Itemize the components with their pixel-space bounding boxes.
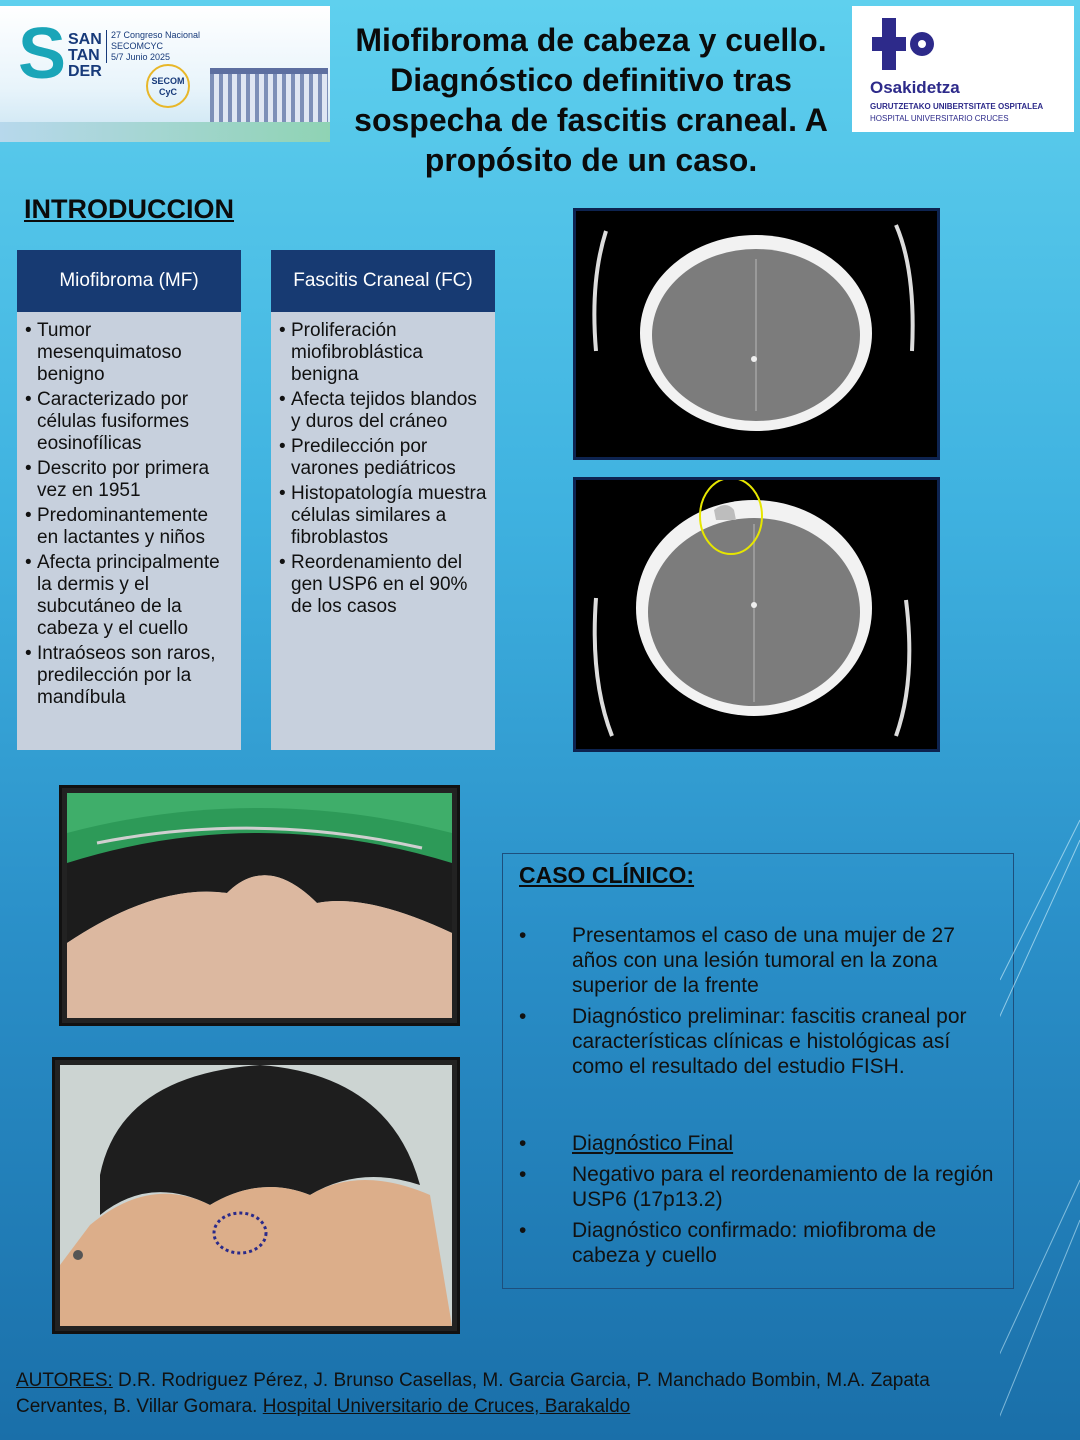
list-item: • Presentamos el caso de una mujer de 27 años con una lesión tumoral en la zona superior de la frente [517, 923, 999, 998]
congress-info [106, 30, 206, 63]
hospital-sub-basque: GURUTZETAKO UNIBERTSITATE OSPITALEA [870, 102, 1044, 111]
list-item: • Descrito por primera vez en 1951 [25, 458, 233, 502]
hospital-logo [852, 6, 1074, 132]
list-item: • Afecta tejidos blandos y duros del cráneo [279, 389, 487, 433]
card-title: Miofibroma (MF) [17, 250, 241, 312]
case-list-final [517, 1131, 999, 1268]
case-heading: CASO CLÍNICO: [519, 862, 695, 888]
case-list-intro [517, 923, 999, 1079]
list-item: • Caracterizado por células fusiformes eosinofílicas [25, 389, 233, 455]
card-list [17, 312, 241, 722]
clinical-photo-lesion-marked [52, 1057, 460, 1334]
list-item: • Diagnóstico confirmado: miofibroma de cabeza y cuello [517, 1218, 999, 1268]
list-item: • Predilección por varones pediátricos [279, 436, 487, 480]
ct-scan-image-lesion [573, 477, 940, 752]
hospital-name: Osakidetza [870, 78, 960, 97]
forehead-photo-illustration-icon [67, 793, 452, 1018]
list-item: • Intraóseos son raros, predilección por la mandíbula [25, 643, 233, 709]
ct-skull-lesion-illustration-icon [576, 480, 937, 749]
list-item: • Predominantemente en lactantes y niños [25, 505, 233, 549]
osakidetza-symbol-icon [872, 18, 936, 70]
congress-logo [0, 6, 330, 142]
card-miofibroma [17, 250, 241, 750]
decorative-lines-icon [1000, 800, 1080, 1440]
case-box [502, 853, 1014, 1289]
marked-lesion-photo-illustration-icon [60, 1065, 452, 1326]
list-item: • Reordenamiento del gen USP6 en el 90% de los casos [279, 552, 487, 618]
hospital-sub-spanish: HOSPITAL UNIVERSITARIO CRUCES [870, 114, 1009, 123]
card-title: Fascitis Craneal (FC) [271, 250, 495, 312]
congress-s-logo-icon: S [18, 14, 67, 94]
list-item-final-diagnosis: • Diagnóstico Final [517, 1131, 999, 1156]
authors-names: D.R. Rodriguez Pérez, J. Brunso Casellas, M. Garcia Garcia, P. Manchado Bombin, M.A. Zapata Cervantes, B. Villar Gomara. [16, 1370, 930, 1417]
ct-scan-image-top [573, 208, 940, 460]
ct-skull-illustration-icon [576, 211, 937, 457]
congress-dates: 5/7 Junio 2025 [111, 52, 171, 62]
authors-label: AUTORES: [16, 1370, 113, 1391]
congress-name: 27 Congreso Nacional SECOMCYC [111, 30, 201, 51]
list-item: • Tumor mesenquimatoso benigno [25, 320, 233, 386]
authors [16, 1368, 1016, 1420]
list-item: • Afecta principalmente la dermis y el subcutáneo de la cabeza y el cuello [25, 552, 233, 640]
poster-title: Miofibroma de cabeza y cuello. Diagnóstico definitivo tras sospecha de fascitis craneal. A propósito de un caso. [354, 22, 828, 178]
congress-city: SAN TAN DER [68, 31, 102, 80]
list-item: • Proliferación miofibroblástica benigna [279, 320, 487, 386]
logo-wave-decoration [0, 122, 330, 142]
list-item: • Histopatología muestra células similares a fibroblastos [279, 483, 487, 549]
card-list [271, 312, 495, 631]
secom-badge: SECOM CyC [146, 64, 190, 108]
palace-illustration-icon [210, 68, 328, 126]
intro-heading: INTRODUCCION [24, 194, 234, 224]
list-item: • Negativo para el reordenamiento de la región USP6 (17p13.2) [517, 1162, 999, 1212]
list-item: • Diagnóstico preliminar: fascitis craneal por características clínicas e histológicas así como el resultado del estudio FISH. [517, 1004, 999, 1079]
clinical-photo-forehead [59, 785, 460, 1026]
authors-institution: Hospital Universitario de Cruces, Barakaldo [262, 1396, 631, 1417]
card-fascitis-craneal [271, 250, 495, 750]
